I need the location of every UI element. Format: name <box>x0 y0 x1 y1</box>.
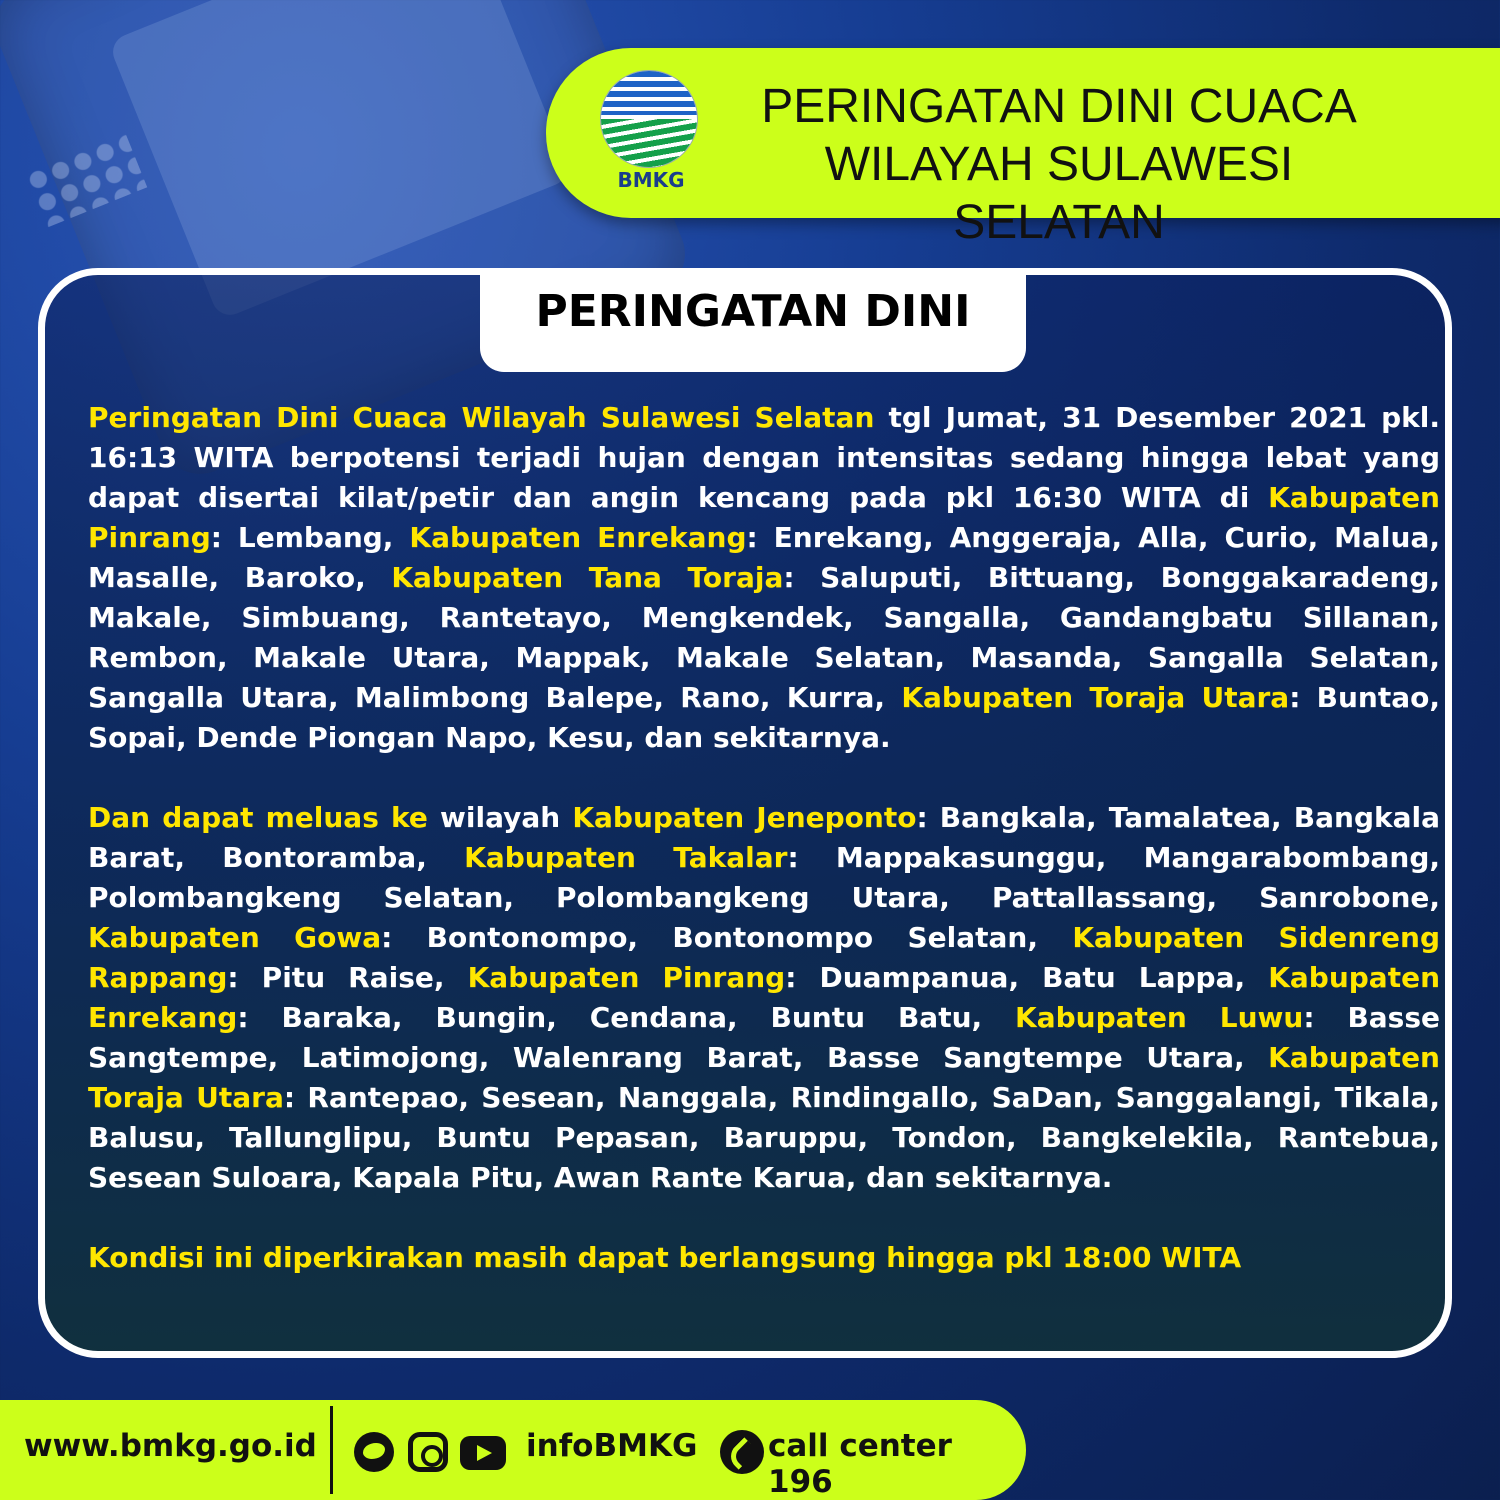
header-banner <box>546 48 1500 249</box>
body-text: : Buntao, Sopai, Dende Piongan Napo, Kesu, dan sekitarnya. <box>88 681 1440 754</box>
body-text: : Bangkala, Tamalatea, Bangkala Barat, Bontoramba, <box>88 801 1440 874</box>
highlight-text: Peringatan Dini Cuaca Wilayah Sulawesi Selatan <box>88 401 875 434</box>
highlight-text: Kabupaten Takalar <box>464 841 788 874</box>
highlight-text: Kabupaten Sidenreng Rappang <box>88 921 1441 994</box>
call-center-text[interactable]: call center 196 <box>768 1428 952 1500</box>
highlight-text: Kabupaten Jeneponto <box>572 801 917 834</box>
warning-paragraph-1 <box>88 398 1440 758</box>
twitter-icon[interactable] <box>354 1432 394 1472</box>
footer-bar <box>0 1400 1026 1500</box>
highlight-text: Kabupaten Pinrang <box>467 961 786 994</box>
body-text: wilayah <box>427 801 573 834</box>
highlight-text: Kondisi ini diperkirakan masih dapat berlangsung hingga pkl 18:00 WITA <box>88 1241 1242 1274</box>
highlight-text: Kabupaten Luwu <box>1015 1001 1304 1034</box>
body-text: : Enrekang, Anggeraja, Alla, Curio, Malua, Masalle, Baroko, <box>88 521 1440 594</box>
body-text: : Bontonompo, Bontonompo Selatan, <box>381 921 1073 954</box>
body-text: : Duampanua, Batu Lappa, <box>785 961 1269 994</box>
title-line-1: PERINGATAN DINI CUACA <box>761 80 1357 133</box>
body-text: : Rantepao, Sesean, Nanggala, Rindingallo, SaDan, Sanggalangi, Tikala, Balusu, Tallunglipu, Buntu Pepasan, Baruppu, Tondon, Bangkelekila, Rantebua, Sesean Suloara, Kapala Pitu, Awan Rante Karua, dan sekitarnya. <box>88 1081 1440 1194</box>
bmkg-logo-icon <box>600 70 698 168</box>
warning-card-title: PERINGATAN DINI <box>535 286 971 337</box>
highlight-text: Kabupaten Gowa <box>88 921 382 954</box>
bmkg-logo-text: BMKG <box>617 168 685 192</box>
highlight-text: Dan dapat meluas ke <box>88 801 428 834</box>
body-text: : Baraka, Bungin, Cendana, Buntu Batu, <box>237 1001 1016 1034</box>
warning-body <box>88 398 1440 1318</box>
title-line-2: WILAYAH SULAWESI SELATAN <box>824 138 1294 249</box>
highlight-text: Kabupaten Pinrang <box>88 481 1440 554</box>
youtube-icon[interactable] <box>460 1436 506 1470</box>
highlight-text: Kabupaten Tana Toraja <box>391 561 784 594</box>
body-text: : Pitu Raise, <box>227 961 468 994</box>
footer-divider <box>330 1406 333 1494</box>
social-handle[interactable]: infoBMKG <box>526 1428 698 1464</box>
warning-card-tab <box>480 272 1026 372</box>
body-text: tgl Jumat, 31 Desember 2021 pkl. 16:13 WITA berpotensi terjadi hujan dengan intensitas sedang hingga lebat yang dapat disertai kilat/petir dan angin kencang pada pkl 16:30 WITA di <box>88 401 1441 514</box>
page-title <box>724 78 1394 252</box>
body-text: : Lembang, <box>210 521 410 554</box>
bmkg-logo <box>600 70 696 190</box>
body-text: : Saluputi, Bittuang, Bonggakaradeng, Makale, Simbuang, Rantetayo, Mengkendek, Sangalla, Gandangbatu Sillanan, Rembon, Makale Utara, Mappak, Makale Selatan, Masanda, Sangalla Selatan, Sangalla Utara, Malimbong Balepe, Rano, Kurra, <box>88 561 1441 714</box>
warning-paragraph-3 <box>88 1238 1440 1278</box>
highlight-text: Kabupaten Toraja Utara <box>88 1041 1440 1114</box>
body-text: : Basse Sangtempe, Latimojong, Walenrang Barat, Basse Sangtempe Utara, <box>88 1001 1440 1074</box>
phone-icon <box>720 1430 764 1474</box>
website-link[interactable]: www.bmkg.go.id <box>24 1428 317 1464</box>
highlight-text: Kabupaten Enrekang <box>409 521 747 554</box>
warning-paragraph-2 <box>88 798 1440 1198</box>
highlight-text: Kabupaten Toraja Utara <box>901 681 1290 714</box>
body-text: : Mappakasunggu, Mangarabombang, Polombangkeng Selatan, Polombangkeng Utara, Pattallassang, Sanrobone, <box>88 841 1440 914</box>
highlight-text: Kabupaten Enrekang <box>88 961 1441 1034</box>
instagram-icon[interactable] <box>408 1432 448 1472</box>
